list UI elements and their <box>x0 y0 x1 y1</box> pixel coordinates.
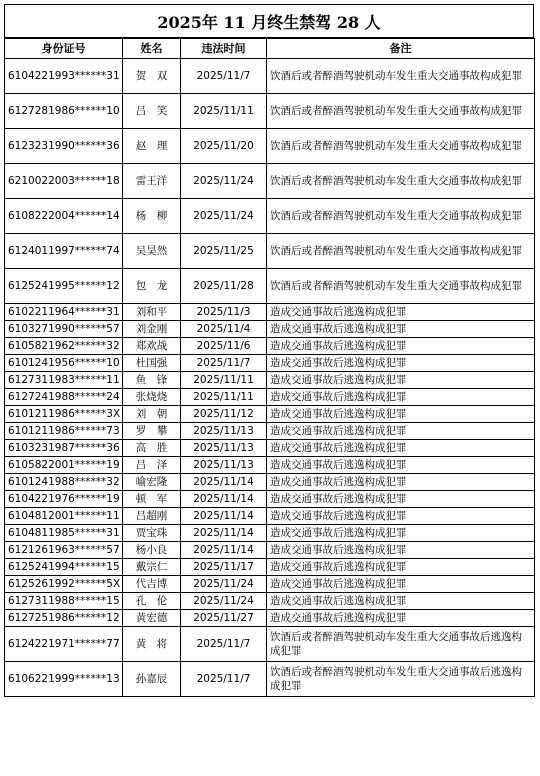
cell-date: 2025/11/6 <box>181 338 267 355</box>
cell-note: 饮酒后或者醉酒驾驶机动车发生重大交通事故构成犯罪 <box>267 269 535 304</box>
table-row <box>5 440 535 457</box>
table-row <box>5 662 535 697</box>
cell-name: 顿 军 <box>123 491 181 508</box>
cell-note: 造成交通事故后逃逸构成犯罪 <box>267 457 535 474</box>
cell-note: 造成交通事故后逃逸构成犯罪 <box>267 610 535 627</box>
cell-date: 2025/11/13 <box>181 457 267 474</box>
cell-date: 2025/11/4 <box>181 321 267 338</box>
cell-note: 造成交通事故后逃逸构成犯罪 <box>267 304 535 321</box>
cell-id: 6127241988******24 <box>5 389 123 406</box>
cell-note: 饮酒后或者醉酒驾驶机动车发生重大交通事故构成犯罪 <box>267 199 535 234</box>
cell-date: 2025/11/11 <box>181 372 267 389</box>
cell-date: 2025/11/20 <box>181 129 267 164</box>
cell-note: 造成交通事故后逃逸构成犯罪 <box>267 576 535 593</box>
cell-date: 2025/11/3 <box>181 304 267 321</box>
cell-note: 造成交通事故后逃逸构成犯罪 <box>267 321 535 338</box>
cell-id: 6104221976******19 <box>5 491 123 508</box>
cell-note: 造成交通事故后逃逸构成犯罪 <box>267 338 535 355</box>
cell-id: 6121261963******57 <box>5 542 123 559</box>
cell-date: 2025/11/14 <box>181 525 267 542</box>
cell-name: 孔 伦 <box>123 593 181 610</box>
table-row <box>5 199 535 234</box>
table-row <box>5 593 535 610</box>
cell-date: 2025/11/7 <box>181 627 267 662</box>
cell-note: 饮酒后或者醉酒驾驶机动车发生重大交通事故构成犯罪 <box>267 164 535 199</box>
cell-date: 2025/11/24 <box>181 199 267 234</box>
cell-date: 2025/11/14 <box>181 508 267 525</box>
cell-id: 6108222004******14 <box>5 199 123 234</box>
cell-id: 6101211986******3X <box>5 406 123 423</box>
table-row <box>5 389 535 406</box>
cell-name: 刘和平 <box>123 304 181 321</box>
cell-note: 造成交通事故后逃逸构成犯罪 <box>267 355 535 372</box>
cell-id: 6104812001******11 <box>5 508 123 525</box>
cell-date: 2025/11/13 <box>181 440 267 457</box>
cell-note: 饮酒后或者醉酒驾驶机动车发生重大交通事故后逃逸构成犯罪 <box>267 662 535 697</box>
table-row <box>5 338 535 355</box>
cell-id: 6127281986******10 <box>5 94 123 129</box>
table-row <box>5 129 535 164</box>
cell-note: 造成交通事故后逃逸构成犯罪 <box>267 525 535 542</box>
cell-name: 吕 笑 <box>123 94 181 129</box>
table-row <box>5 423 535 440</box>
cell-id: 6105822001******19 <box>5 457 123 474</box>
cell-id: 6124221971******77 <box>5 627 123 662</box>
cell-name: 吴昊然 <box>123 234 181 269</box>
cell-name: 杨 柳 <box>123 199 181 234</box>
table-row <box>5 372 535 389</box>
cell-name: 贾宝珠 <box>123 525 181 542</box>
column-header-name: 姓名 <box>123 39 181 59</box>
cell-name: 刘金刚 <box>123 321 181 338</box>
cell-note: 造成交通事故后逃逸构成犯罪 <box>267 559 535 576</box>
column-header-date: 违法时间 <box>181 39 267 59</box>
table-row <box>5 304 535 321</box>
cell-name: 罗 攀 <box>123 423 181 440</box>
table-row <box>5 406 535 423</box>
cell-name: 代吉博 <box>123 576 181 593</box>
cell-name: 张烧烧 <box>123 389 181 406</box>
cell-note: 造成交通事故后逃逸构成犯罪 <box>267 542 535 559</box>
table-row <box>5 542 535 559</box>
column-header-note: 备注 <box>267 39 535 59</box>
page-title: 2025年 11 月终生禁驾 28 人 <box>4 4 534 38</box>
cell-date: 2025/11/17 <box>181 559 267 576</box>
table-row <box>5 559 535 576</box>
cell-id: 6103271990******57 <box>5 321 123 338</box>
cell-note: 造成交通事故后逃逸构成犯罪 <box>267 372 535 389</box>
cell-name: 高 胜 <box>123 440 181 457</box>
cell-name: 刘 朝 <box>123 406 181 423</box>
cell-id: 6101241956******10 <box>5 355 123 372</box>
cell-name: 杜国强 <box>123 355 181 372</box>
cell-date: 2025/11/24 <box>181 576 267 593</box>
cell-note: 造成交通事故后逃逸构成犯罪 <box>267 508 535 525</box>
cell-name: 包 龙 <box>123 269 181 304</box>
cell-date: 2025/11/12 <box>181 406 267 423</box>
banned-drivers-table <box>4 38 535 697</box>
cell-id: 6123231990******36 <box>5 129 123 164</box>
cell-note: 饮酒后或者醉酒驾驶机动车发生重大交通事故构成犯罪 <box>267 59 535 94</box>
cell-name: 戴宗仁 <box>123 559 181 576</box>
cell-id: 6125261992******5X <box>5 576 123 593</box>
table-row <box>5 610 535 627</box>
table-row <box>5 525 535 542</box>
column-header-id: 身份证号 <box>5 39 123 59</box>
cell-id: 6104811985******31 <box>5 525 123 542</box>
cell-date: 2025/11/7 <box>181 662 267 697</box>
cell-note: 饮酒后或者醉酒驾驶机动车发生重大交通事故构成犯罪 <box>267 94 535 129</box>
cell-date: 2025/11/14 <box>181 491 267 508</box>
cell-date: 2025/11/14 <box>181 542 267 559</box>
cell-note: 造成交通事故后逃逸构成犯罪 <box>267 406 535 423</box>
cell-name: 赵 理 <box>123 129 181 164</box>
cell-name: 黄 将 <box>123 627 181 662</box>
cell-note: 饮酒后或者醉酒驾驶机动车发生重大交通事故构成犯罪 <box>267 129 535 164</box>
table-header-row <box>5 39 535 59</box>
cell-id: 6102211964******31 <box>5 304 123 321</box>
cell-date: 2025/11/14 <box>181 474 267 491</box>
cell-id: 6210022003******18 <box>5 164 123 199</box>
cell-id: 6104221993******31 <box>5 59 123 94</box>
table-row <box>5 94 535 129</box>
cell-name: 贺 双 <box>123 59 181 94</box>
table-body <box>5 59 535 697</box>
table-row <box>5 355 535 372</box>
cell-id: 6127251986******12 <box>5 610 123 627</box>
table-row <box>5 627 535 662</box>
cell-id: 6125241995******12 <box>5 269 123 304</box>
cell-name: 喻宏隆 <box>123 474 181 491</box>
table-row <box>5 491 535 508</box>
cell-id: 6103231987******36 <box>5 440 123 457</box>
table-row <box>5 474 535 491</box>
cell-name: 黄宏德 <box>123 610 181 627</box>
table-row <box>5 321 535 338</box>
cell-date: 2025/11/25 <box>181 234 267 269</box>
cell-name: 吕超刚 <box>123 508 181 525</box>
cell-name: 雷王洋 <box>123 164 181 199</box>
cell-date: 2025/11/28 <box>181 269 267 304</box>
cell-date: 2025/11/13 <box>181 423 267 440</box>
cell-note: 饮酒后或者醉酒驾驶机动车发生重大交通事故构成犯罪 <box>267 234 535 269</box>
cell-note: 造成交通事故后逃逸构成犯罪 <box>267 593 535 610</box>
cell-id: 6101211986******73 <box>5 423 123 440</box>
cell-date: 2025/11/24 <box>181 164 267 199</box>
cell-id: 6124011997******74 <box>5 234 123 269</box>
table-row <box>5 59 535 94</box>
cell-name: 郑欢战 <box>123 338 181 355</box>
cell-name: 孙嘉辰 <box>123 662 181 697</box>
cell-date: 2025/11/7 <box>181 355 267 372</box>
cell-date: 2025/11/27 <box>181 610 267 627</box>
cell-date: 2025/11/24 <box>181 593 267 610</box>
table-row <box>5 269 535 304</box>
cell-date: 2025/11/11 <box>181 94 267 129</box>
cell-id: 6125241994******15 <box>5 559 123 576</box>
cell-note: 造成交通事故后逃逸构成犯罪 <box>267 474 535 491</box>
cell-id: 6127311983******11 <box>5 372 123 389</box>
cell-note: 造成交通事故后逃逸构成犯罪 <box>267 440 535 457</box>
table-row <box>5 508 535 525</box>
cell-name: 杨小良 <box>123 542 181 559</box>
cell-note: 造成交通事故后逃逸构成犯罪 <box>267 389 535 406</box>
cell-date: 2025/11/7 <box>181 59 267 94</box>
cell-note: 饮酒后或者醉酒驾驶机动车发生重大交通事故后逃逸构成犯罪 <box>267 627 535 662</box>
cell-id: 6127311988******15 <box>5 593 123 610</box>
cell-date: 2025/11/11 <box>181 389 267 406</box>
cell-name: 吕 泽 <box>123 457 181 474</box>
cell-note: 造成交通事故后逃逸构成犯罪 <box>267 423 535 440</box>
table-row <box>5 457 535 474</box>
cell-name: 鱼 锋 <box>123 372 181 389</box>
table-row <box>5 164 535 199</box>
document-sheet <box>4 4 534 697</box>
table-row <box>5 234 535 269</box>
cell-note: 造成交通事故后逃逸构成犯罪 <box>267 491 535 508</box>
cell-id: 6106221999******13 <box>5 662 123 697</box>
table-row <box>5 576 535 593</box>
cell-id: 6101241988******32 <box>5 474 123 491</box>
cell-id: 6105821962******32 <box>5 338 123 355</box>
